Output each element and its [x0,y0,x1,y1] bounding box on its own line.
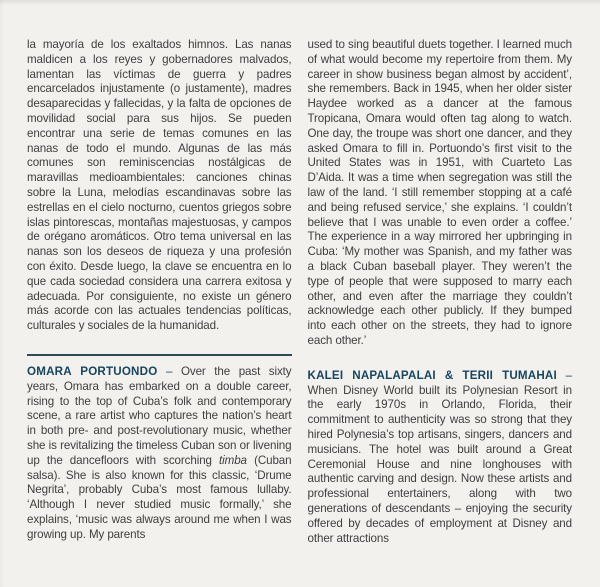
timba-italic-word: timba [219,453,247,467]
left-column [27,38,292,546]
paragraph-kalei-terii [308,369,573,547]
paragraph-omara-continued: used to sing beautiful duets together. I learned much of what would become my repertoire from them. My career in show business began almost by accident’, she remembers. Back in 1945, when her older sister Haydee worked as a dancer at the famous Tropicana, Omara would often tag along to watch. One day, the troupe was short one dancer, and they asked Omara to fill in. Portuondo’s first visit to the United States was in 1951, with Cuarteto Las D’Aida. It was a time when segregation was still the law of the land. ‘I still remember stopping at a café and being refused service,’ she explains. ‘I couldn’t believe that I was unable to even order a coffee.’ The experience in a way mirrored her upbringing in Cuba: ‘My mother was Spanish, and my father was a black Cuban baseball player. They weren’t the type of people that were supposed to marry each other, and even after the marriage they couldn’t acknowledge each other publicly. If they bumped into each other on the streets, they had to ignore each other.’ [307,38,572,347]
heading-dash: – [166,364,173,378]
right-column [308,38,573,546]
kalei-body-text: When Disney World built its Polynesian Resort in the early 1970s in Orlando, Florida, their commitment to authenticity was so strong that they hired Polynesia’s top artisans, singers, dancers and musicians. The hotel was built around a Great Ceremonial House and nine longhouses with authentic carving and design. Now these artists and professional entertainers, along with two generations of descendants – enjoying the security offered by decades of employment at Disney and other attractions [307,383,572,545]
kalei-terii-heading: KALEI NAPALAPALAI & TERII TUMAHAI [307,368,557,382]
paragraph-spanish-lullaby-essay: la mayoría de los exaltados himnos. Las nanas maldicen a los reyes y gobernadores malvados, lamentan las víctimas de guerra y padres encarcelados injustamente (o justamente), madres desaparecidas y fallecidas, y la falta de opciones de movilidad social para sus hijos. Se pueden encontrar una serie de temas comunes en las nanas de todo el mundo. Algunas de las más comunes son reminiscencias nostálgicas de maravillas medioambientales: canciones chinas sobre la Luna, melodías escandinavas sobre las estrellas en el cielo nocturno, cuentos griegos sobre islas pintorescas, montañas majestuosas, y campos de orégano aromáticos. Otro tema universal en las nanas son los deseos de riqueza y una profesión con éxito. Desde luego, la clave se encuentra en lo que cada sociedad considera una carrera exitosa y adecuada. Por consiguiente, no existe un género más acorde con las actuales tendencias políticas, culturales y sociales de la humanidad. [27,38,292,333]
heading-dash: – [565,368,572,382]
omara-body-text-before-timba: Over the past sixty years, Omara has embarked on a double career, rising to the top of Cuba’s folk and contemporary scene, a rare artist who captures the nation’s heart in both pre- and post-revolutionary music, whether she is revitalizing the timeless Cuban son or livening up the dancefloors with scorching [27,364,292,467]
omara-portuondo-heading: OMARA PORTUONDO [27,364,158,378]
paragraph-omara-portuondo [27,365,292,543]
section-divider-rule [27,354,292,356]
omara-body-text-after-timba: (Cuban salsa). She is also known for this classic, ‘Drume Negrita’, probably Cuba’s most famous lullaby. ‘Although I never studied music formally,’ she explains, ‘music was always around me when I was growing up. My parents [27,453,292,541]
